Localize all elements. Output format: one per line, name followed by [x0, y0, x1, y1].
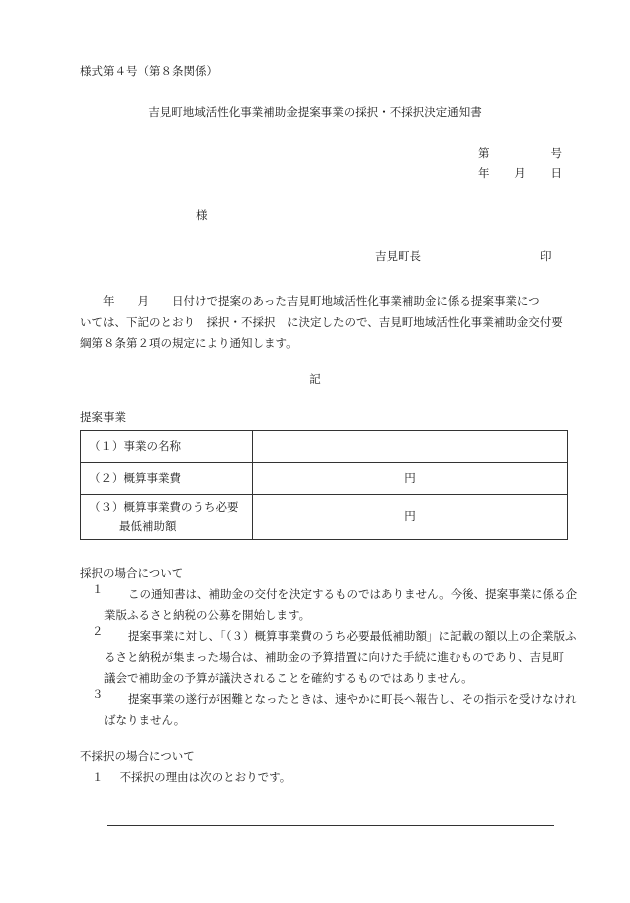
project-name-value [253, 431, 568, 463]
notice-body-line: いては、下記のとおり 採択・不採択 に決定したので、吉見町地域活性化事業補助金交付要 [80, 315, 563, 329]
rejected-heading: 不採択の場合について [80, 749, 195, 763]
document-number-field [478, 148, 562, 160]
note-number: ２ [92, 624, 104, 638]
note-line: 議会で補助金の予算が議決されることを確約するものではありません。 [104, 671, 473, 685]
seal-mark: 印 [540, 249, 552, 263]
doc-number-prefix: 第 [478, 146, 490, 160]
notice-body [80, 291, 568, 354]
date-day: 日 [550, 166, 562, 180]
addressee-honorific: 様 [196, 208, 208, 222]
notice-body-line: 年 月 日付けで提案のあった吉見町地域活性化事業補助金に係る提案事業につ [80, 294, 540, 308]
proposal-table [80, 430, 568, 540]
minimum-subsidy-label [81, 495, 253, 540]
estimated-cost-value: 円 [253, 463, 568, 495]
adopted-heading: 採択の場合について [80, 566, 184, 580]
note-number: １ [92, 770, 104, 784]
doc-number-suffix: 号 [550, 146, 562, 160]
estimated-cost-label: （２）概算事業費 [81, 463, 253, 495]
reason-underline [107, 825, 554, 826]
note-number: ３ [92, 687, 104, 701]
notice-body-line: 綱第８条第２項の規定により通知します。 [80, 336, 298, 350]
note-text [104, 689, 577, 731]
rejected-note-1 [92, 772, 291, 784]
proposal-section-label: 提案事業 [80, 410, 126, 424]
issue-date-field [478, 168, 562, 180]
note-text: 不採択の理由は次のとおりです。 [119, 770, 292, 784]
note-line: ばなりません。 [104, 713, 186, 727]
ki-heading: 記 [309, 372, 321, 386]
document-title: 吉見町地域活性化事業補助金提案事業の採択・不採択決定通知書 [148, 105, 482, 119]
note-text [104, 584, 578, 626]
note-line: 提案事業に対し、「（３）概算事業費のうち必要最低補助額」に記載の額以上の企業版ふ [128, 629, 577, 643]
date-year: 年 [478, 166, 490, 180]
minimum-subsidy-value: 円 [253, 495, 568, 540]
minimum-subsidy-label-line1: （３）概算事業費のうち必要 [89, 500, 239, 514]
note-text [104, 626, 577, 689]
form-number: 様式第４号（第８条関係） [80, 64, 218, 78]
note-line: 業版ふるさと納税の公募を開始します。 [104, 608, 311, 622]
minimum-subsidy-label-line2: 最低補助額 [119, 519, 177, 533]
note-line: この通知書は、補助金の交付を決定するものではありません。今後、提案事業に係る企 [128, 587, 578, 601]
table-row [81, 463, 568, 495]
table-row [81, 495, 568, 540]
project-name-label: （１）事業の名称 [81, 431, 253, 463]
table-row [81, 431, 568, 463]
note-line: るさと納税が集まった場合は、補助金の予算措置に向けた手続に進むものであり、吉見町 [104, 650, 564, 664]
issuer-name: 吉見町長 [375, 249, 421, 263]
note-line: 提案事業の遂行が困難となったときは、速やかに町長へ報告し、その指示を受けなけれ [128, 692, 577, 706]
note-number: １ [92, 582, 104, 596]
date-month: 月 [514, 166, 526, 180]
